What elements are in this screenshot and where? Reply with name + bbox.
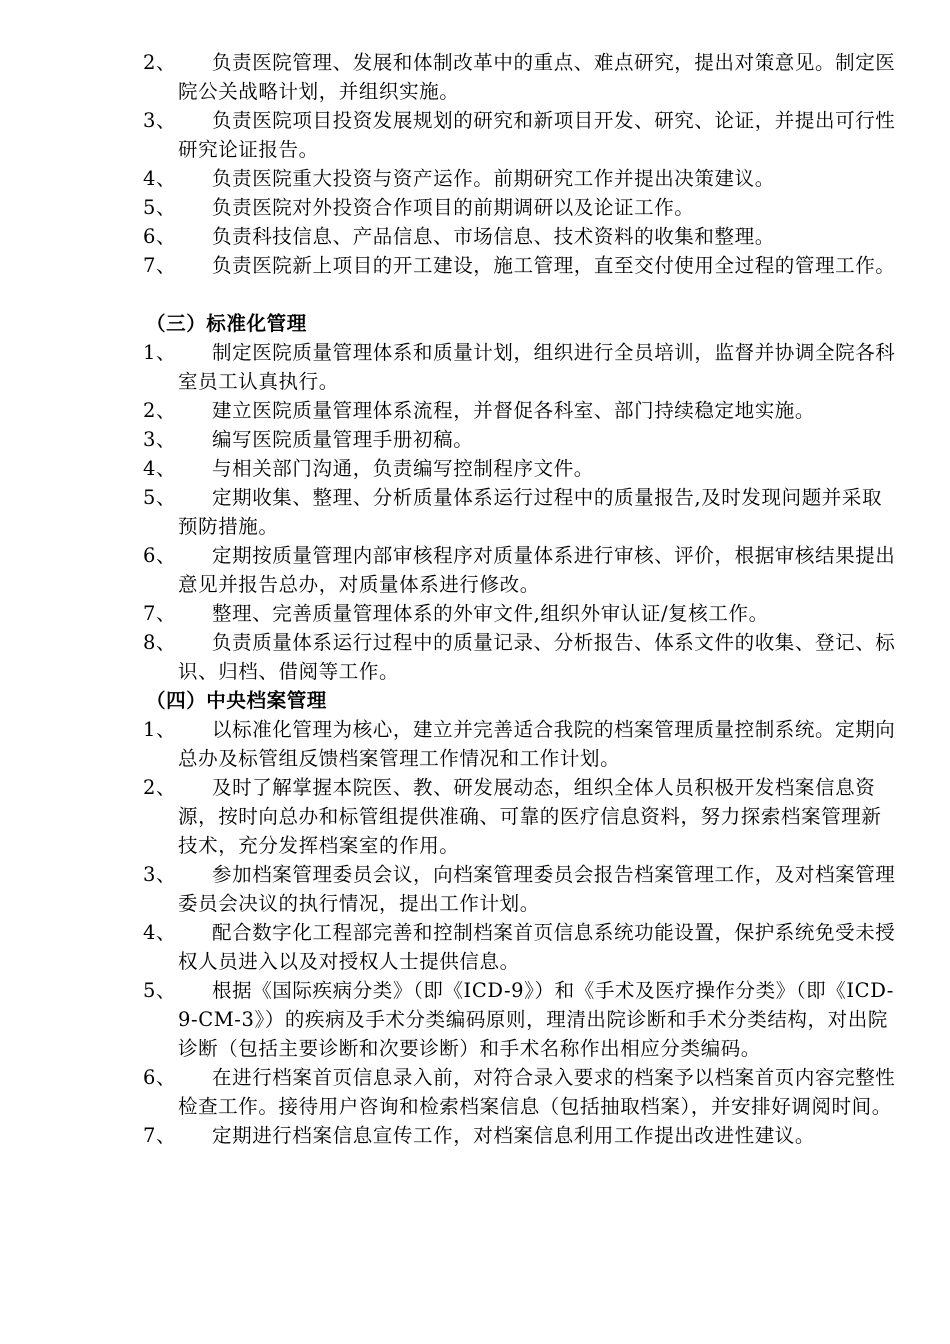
list-item (0, 1063, 950, 1121)
item-text: 根据《国际疾病分类》（即《ICD-9》）和《手术及医疗操作分类》（即《ICD-9-CM-3》）的疾病及手术分类编码原则，理清出院诊断和手术分类结构，对出院诊断（包括主要诊断和次要诊断）和手术名称作出相应分类编码。 (178, 979, 894, 1060)
list-item (0, 1121, 950, 1150)
item-text: 负责医院项目投资发展规划的研究和新项目开发、研究、论证，并提出可行性研究论证报告。 (178, 109, 896, 161)
item-text: 负责医院重大投资与资产运作。前期研究工作并提出决策建议。 (212, 167, 775, 190)
list-item (0, 918, 950, 976)
item-text: 负责科技信息、产品信息、市场信息、技术资料的收集和整理。 (212, 225, 775, 248)
list-item (0, 222, 950, 251)
list-item (0, 396, 950, 425)
item-number: 6、 (143, 1066, 177, 1089)
item-number: 6、 (143, 225, 177, 248)
item-text: 制定医院质量管理体系和质量计划，组织进行全员培训，监督并协调全院各科室员工认真执行。 (178, 341, 896, 393)
item-text: 负责质量体系运行过程中的质量记录、分析报告、体系文件的收集、登记、标识、归档、借阅等工作。 (178, 631, 896, 683)
list-item (0, 483, 950, 541)
item-text: 负责医院管理、发展和体制改革中的重点、难点研究，提出对策意见。制定医院公关战略计划，并组织实施。 (178, 51, 896, 103)
item-text: 配合数字化工程部完善和控制档案首页信息系统功能设置，保护系统免受未授权人员进入以及对授权人士提供信息。 (178, 921, 896, 973)
item-number: 2、 (143, 51, 177, 74)
list-item (0, 106, 950, 164)
section-4-list (0, 715, 950, 1150)
list-item (0, 48, 950, 106)
item-text: 与相关部门沟通，负责编写控制程序文件。 (212, 457, 594, 480)
item-number: 7、 (143, 602, 177, 625)
item-text: 负责医院新上项目的开工建设，施工管理，直至交付使用全过程的管理工作。 (212, 254, 896, 277)
item-text: 参加档案管理委员会议，向档案管理委员会报告档案管理工作，及对档案管理委员会决议的执行情况，提出工作计划。 (178, 863, 896, 915)
list-item (0, 164, 950, 193)
item-text: 及时了解掌握本院医、教、研发展动态，组织全体人员积极开发档案信息资源，按时向总办和标管组提供准确、可靠的医疗信息资料，努力探索档案管理新技术，充分发挥档案室的作用。 (178, 776, 882, 857)
item-text: 定期按质量管理内部审核程序对质量体系进行审核、评价，根据审核结果提出意见并报告总办，对质量体系进行修改。 (178, 544, 896, 596)
list-item (0, 251, 950, 280)
document-page (0, 48, 950, 1150)
item-number: 2、 (143, 776, 177, 799)
list-item (0, 541, 950, 599)
item-number: 7、 (143, 1124, 177, 1147)
list-item (0, 599, 950, 628)
item-text: 建立医院质量管理体系流程，并督促各科室、部门持续稳定地实施。 (212, 399, 816, 422)
item-number: 5、 (143, 979, 177, 1002)
item-number: 7、 (143, 254, 177, 277)
item-text: 以标准化管理为核心，建立并完善适合我院的档案管理质量控制系统。定期向总办及标管组反馈档案管理工作情况和工作计划。 (178, 718, 896, 770)
list-item (0, 628, 950, 686)
section-3-heading: （三）标准化管理 (146, 312, 307, 335)
list-item (0, 773, 950, 860)
item-number: 8、 (143, 631, 177, 654)
section-3-list (0, 338, 950, 686)
list-item (0, 338, 950, 396)
item-number: 2、 (143, 399, 177, 422)
item-number: 3、 (143, 109, 177, 132)
item-text: 定期进行档案信息宣传工作，对档案信息利用工作提出改进性建议。 (212, 1124, 816, 1147)
section-4-heading: （四）中央档案管理 (146, 689, 327, 712)
item-text: 整理、完善质量管理体系的外审文件,组织外审认证/复核工作。 (212, 602, 769, 625)
list-item (0, 860, 950, 918)
item-text: 定期收集、整理、分析质量体系运行过程中的质量报告,及时发现问题并采取预防措施。 (178, 486, 883, 538)
list-item (0, 976, 950, 1063)
item-text: 编写医院质量管理手册初稿。 (212, 428, 474, 451)
list-item (0, 425, 950, 454)
item-number: 3、 (143, 428, 177, 451)
item-number: 1、 (143, 341, 177, 364)
item-number: 5、 (143, 486, 177, 509)
item-number: 4、 (143, 167, 177, 190)
list-item (0, 454, 950, 483)
item-number: 4、 (143, 921, 177, 944)
list-item (0, 193, 950, 222)
item-number: 3、 (143, 863, 177, 886)
list-item (0, 715, 950, 773)
item-number: 1、 (143, 718, 177, 741)
item-text: 在进行档案首页信息录入前，对符合录入要求的档案予以档案首页内容完整性检查工作。接待用户咨询和检索档案信息（包括抽取档案），并安排好调阅时间。 (178, 1066, 896, 1118)
item-number: 4、 (143, 457, 177, 480)
item-text: 负责医院对外投资合作项目的前期调研以及论证工作。 (212, 196, 695, 219)
item-number: 5、 (143, 196, 177, 219)
item-number: 6、 (143, 544, 177, 567)
section-2-list (0, 48, 950, 280)
section-spacer (0, 280, 950, 309)
